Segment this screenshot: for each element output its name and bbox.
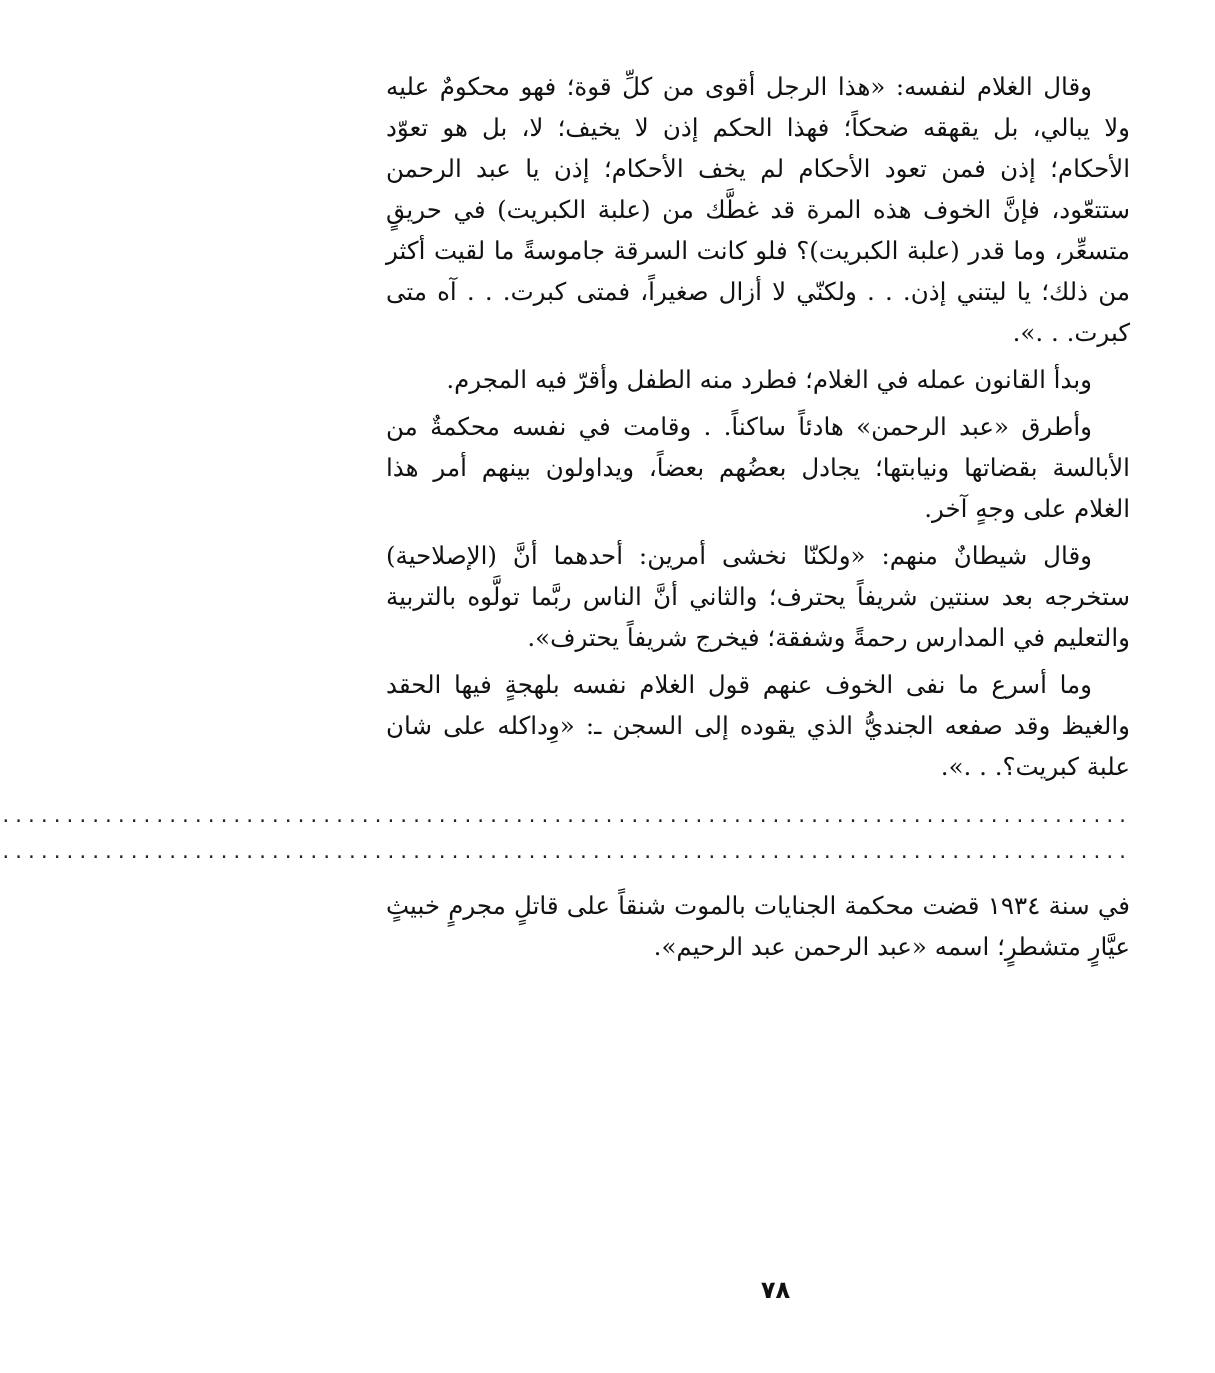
ellipsis-separator (0, 799, 1130, 871)
dotted-line: ........................................................................................ (0, 842, 1130, 863)
paragraph-law-begins: وبدأ القانون عمله في الغلام؛ فطرد منه الطفل وأقرّ فيه المجرم. (446, 365, 1092, 394)
paragraph-closing-verdict: في سنة ١٩٣٤ قضت محكمة الجنايات بالموت شنقاً على قاتلٍ مجرمٍ خبيثٍ عيَّارٍ متشطرٍ؛ اسمه «عبد الرحمن عبد الرحيم». (386, 891, 1130, 961)
paragraph-boy-monologue: وقال الغلام لنفسه: «هذا الرجل أقوى من كلِّ قوة؛ فهو محكومٌ عليه ولا يبالي، بل يقهقه ضحكاً؛ فهذا الحكم إذن لا يخيف؛ لا، بل هو تعوّد الأحكام؛ إذن فمن تعود الأحكام لم يخف الأحكام؛ إذن يا عبد الرحمن ستتعّود، فإنَّ الخوف هذه المرة قد غطَّك من (علبة الكبريت) في حريقٍ متسعِّر، وما قدر (علبة الكبريت)؟ فلو كانت السرقة جاموسةً ما لقيت أكثر من ذلك؛ يا ليتني إذن. . . ولكنّي لا أزال صغيراً، فمتى كبرت. . . آه متى كبرت. . .». (386, 72, 1130, 347)
paragraph-devil-speech: وقال شيطانٌ منهم: «ولكنّا نخشى أمرين: أحدهما أنَّ (الإصلاحية) ستخرجه بعد سنتين شريفاً يحترف؛ والثاني أنَّ الناس ربَّما تولَّوه بالتربية والتعليم في المدارس رحمةً وشفقة؛ فيخرج شريفاً يحترف». (386, 541, 1130, 652)
page-number: ٧٨ (760, 1276, 791, 1304)
page-body (0, 66, 1130, 967)
paragraph-boy-reply: وما أسرع ما نفى الخوف عنهم قول الغلام نفسه بلهجةٍ فيها الحقد والغيظ وقد صفعه الجنديُّ الذي يقوده إلى السجن ـ: «وِداكله على شان علبة كبريت؟. . .». (386, 670, 1130, 781)
paragraph-devils-court: وأطرق «عبد الرحمن» هادئاً ساكناً. . وقامت في نفسه محكمةٌ من الأبالسة بقضاتها ونيابتها؛ يجادل بعضُهم بعضاً، ويداولون بينهم أمر هذا الغلام على وجهٍ آخر. (386, 412, 1130, 523)
dotted-line: ........................................................................................ (0, 806, 1130, 827)
